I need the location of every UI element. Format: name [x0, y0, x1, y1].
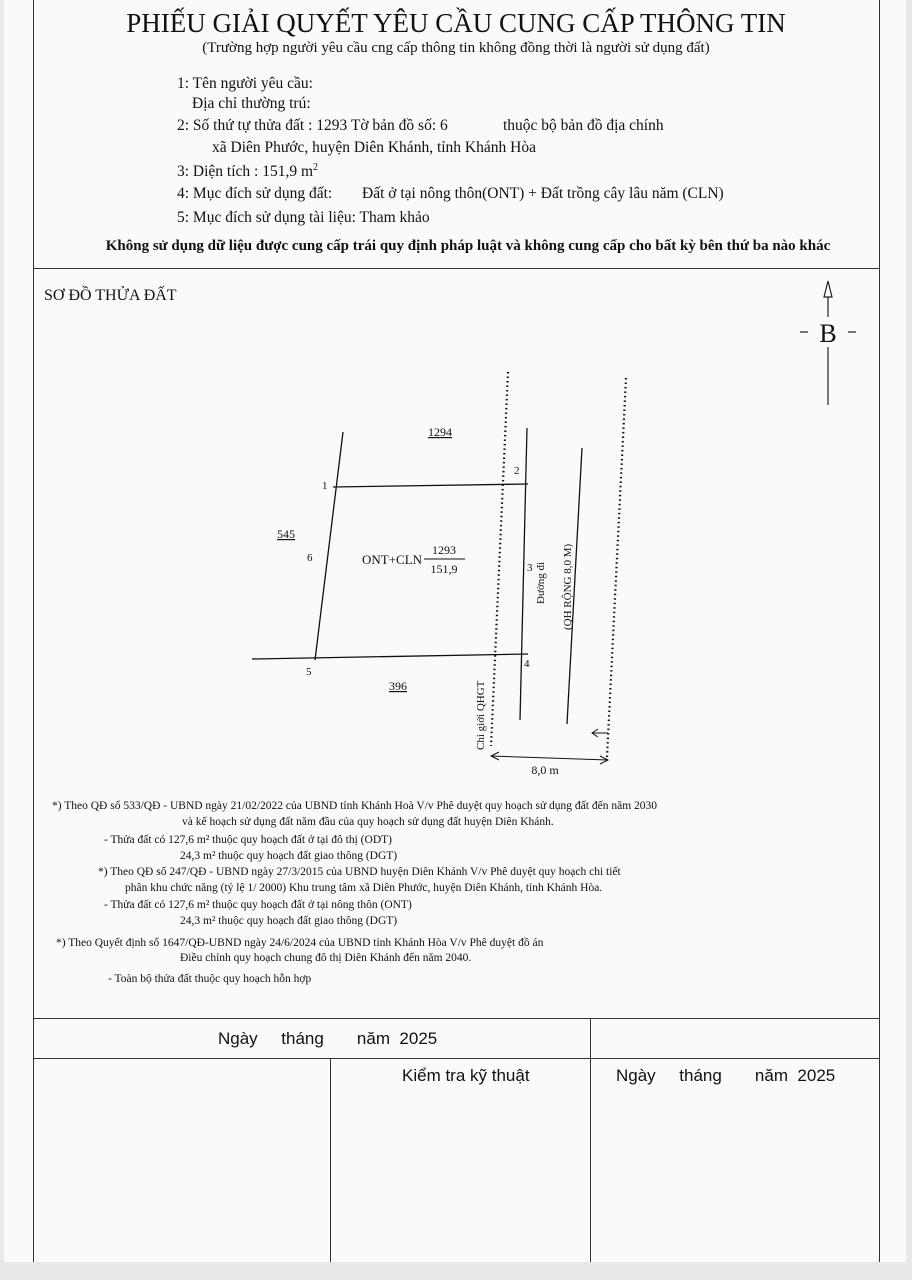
- info-purpose-value: Đất ở tại nông thôn(ONT) + Đất trồng cây lâu năm (CLN): [362, 185, 724, 202]
- planning-boundary-dotted-east: [607, 378, 626, 757]
- note-line-2: và kế hoạch sử dụng đất năm đầu của quy hoạch sử dụng đất huyện Diên Khánh.: [182, 816, 554, 828]
- info-area-text: 3: Diện tích : 151,9 m: [177, 163, 314, 181]
- parcel-area-label: 151,9: [430, 562, 458, 576]
- planning-boundary-dotted: [491, 372, 508, 746]
- note-line-8: 24,3 m² thuộc quy hoạch đất giao thông (DGT): [180, 915, 398, 927]
- parcel-west-label: 545: [277, 527, 295, 541]
- point-5: 5: [306, 666, 312, 678]
- usage-warning: Không sử dụng dữ liệu được cung cấp trái quy định pháp luật và không cung cấp cho bất kỳ bên thứ ba nào khác: [105, 238, 831, 254]
- parcel-north-label: 1294: [428, 425, 452, 439]
- point-1: 1: [322, 480, 328, 492]
- parcel-use-label: ONT+CLN: [362, 552, 423, 567]
- dimension-line: [491, 756, 608, 760]
- parcel-number-label: 1293: [432, 543, 456, 557]
- footer-technical-check: Kiểm tra kỹ thuật: [402, 1066, 530, 1085]
- frame-divider-footer: [33, 1018, 880, 1019]
- road-width-label: (QH RỘNG 8,0 M): [562, 543, 574, 630]
- footer-date-right: Ngày tháng năm 2025: [616, 1066, 836, 1085]
- info-location: xã Diên Phước, huyện Diên Khánh, tỉnh Khánh Hòa: [212, 139, 536, 156]
- info-requester: 1: Tên người yêu cầu:: [177, 75, 313, 92]
- note-line-10: Điều chỉnh quy hoạch chung đô thị Diên Khánh đến năm 2040.: [180, 952, 472, 964]
- dimension-label: 8,0 m: [531, 763, 559, 777]
- footer-date-left: Ngày tháng năm 2025: [218, 1029, 438, 1048]
- boundary-north: [333, 484, 528, 487]
- note-line-6: phân khu chức năng (tỷ lệ 1/ 2000) Khu trung tâm xã Diên Phước, huyện Diên Khánh, tỉnh Khánh Hòa.: [125, 882, 603, 894]
- note-line-9: *) Theo Quyết định số 1647/QĐ-UBND ngày 24/6/2024 của UBND tỉnh Khánh Hòa V/v Phê duyệt đồ án: [56, 937, 544, 949]
- north-label: B: [819, 319, 837, 348]
- info-map-set: thuộc bộ bản đồ địa chính: [503, 117, 664, 134]
- planning-boundary-label: Chỉ giới QHGT: [475, 680, 487, 750]
- note-line-4: 24,3 m² thuộc quy hoạch đất giao thông (DGT): [180, 850, 398, 862]
- note-line-11: - Toàn bộ thửa đất thuộc quy hoạch hỗn hợp: [108, 973, 312, 985]
- point-3: 3: [527, 562, 533, 574]
- road-label: Đường đi: [535, 561, 547, 604]
- footer-col-1: [330, 1058, 331, 1262]
- note-line-1: *) Theo QĐ số 533/QĐ - UBND ngày 21/02/2022 của UBND tỉnh Khánh Hoà V/v Phê duyệt quy hoạch sử dụng đất đến năm 2030: [52, 800, 658, 812]
- point-4: 4: [524, 658, 530, 670]
- note-line-7: - Thửa đất có 127,6 m² thuộc quy hoạch đất ở tại nông thôn (ONT): [104, 899, 412, 911]
- document-title: PHIẾU GIẢI QUYẾT YÊU CẦU CUNG CẤP THÔNG TIN: [126, 8, 786, 38]
- frame-divider-footer-2: [33, 1058, 880, 1059]
- boundary-west: [315, 432, 343, 660]
- boundary-south: [252, 654, 528, 659]
- note-line-3: - Thửa đất có 127,6 m² thuộc quy hoạch đất ở tại đô thị (ODT): [104, 834, 392, 846]
- footer-col-2: [590, 1018, 591, 1262]
- diagram-title: SƠ ĐỒ THỬA ĐẤT: [44, 287, 177, 304]
- point-6: 6: [307, 552, 313, 564]
- info-area-sup: 2: [313, 162, 319, 173]
- note-line-5: *) Theo QĐ số 247/QĐ - UBND ngày 27/3/2015 của UBND huyện Diên Khánh V/v Phê duyệt quy hoạch chi tiết: [98, 866, 621, 878]
- info-document-purpose: 5: Mục đích sử dụng tài liệu: Tham khảo: [177, 209, 430, 226]
- info-purpose-label: 4: Mục đích sử dụng đất:: [177, 185, 333, 202]
- info-address: Địa chỉ thường trú:: [192, 95, 311, 112]
- document-subtitle: (Trường hợp người yêu cầu cng cấp thông tin không đồng thời là người sử dụng đất): [202, 40, 710, 56]
- info-parcel: 2: Số thứ tự thửa đất : 1293 Tờ bản đồ số: 6: [177, 117, 448, 134]
- boundary-east: [520, 428, 527, 720]
- point-2: 2: [514, 465, 520, 477]
- parcel-south-label: 396: [389, 679, 407, 693]
